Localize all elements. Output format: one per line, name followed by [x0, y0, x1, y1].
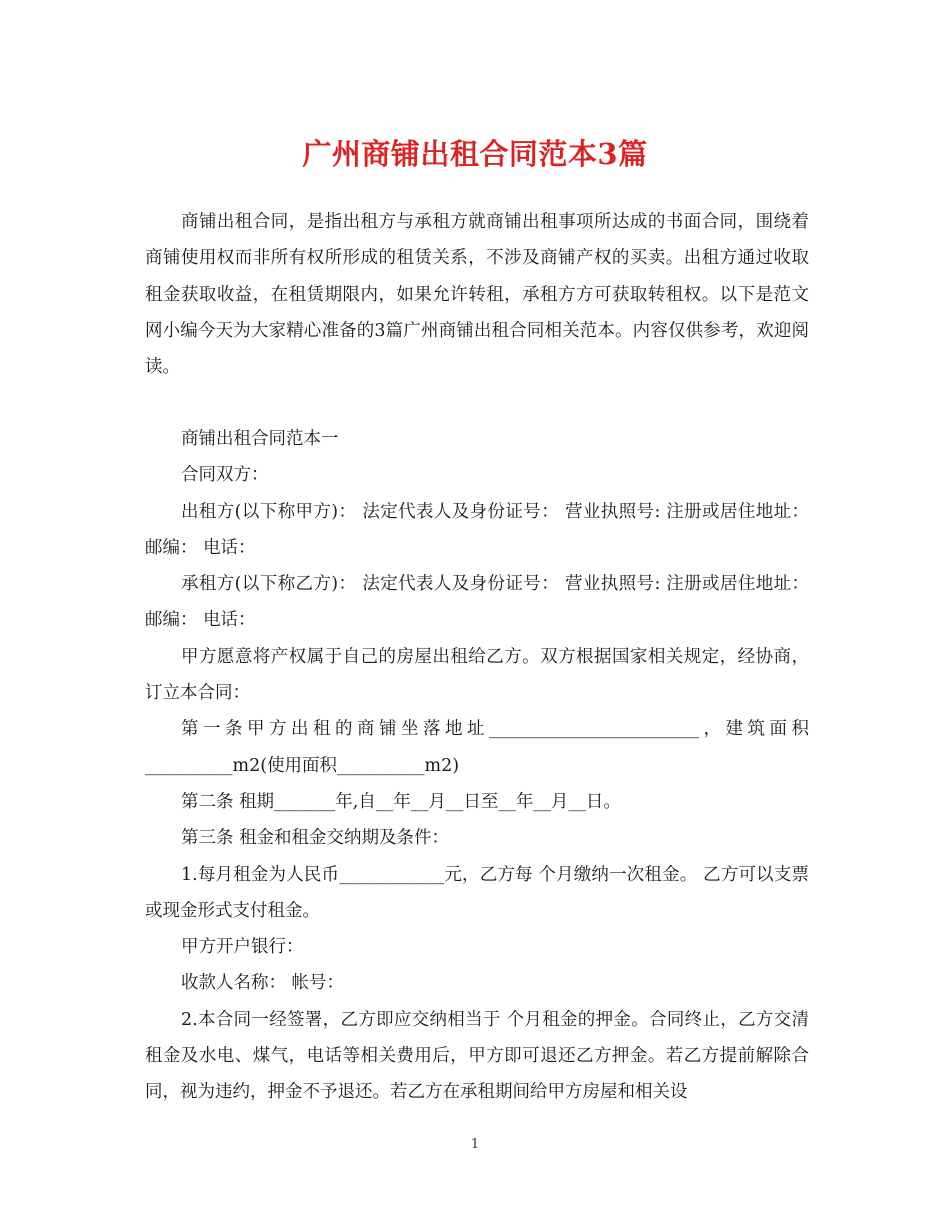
clause-2-term: 第二条 租期_______年,自__年__月__日至__年__月__日。 — [181, 791, 621, 812]
clause-3-item-2: 2.本合同一经签署，乙方即应交纳相当于 个月租金的押金。合同终止，乙方交清租金及水电、煤气，电话等相关费用后，甲方即可退还乙方押金。若乙方提前解除合同，视为违约，押金不予退还。若乙方在承租期间给甲方房屋和相关设 — [145, 1009, 809, 1103]
contract-section — [145, 421, 809, 1111]
lessor-bank: 甲方开户银行： — [181, 937, 304, 958]
intro-section — [145, 204, 809, 385]
section-heading: 商铺出租合同范本一 — [181, 429, 339, 449]
lessor-info: 出租方(以下称甲方)： 法定代表人及身份证号： 营业执照号: 注册或居住地址： 邮编： 电话： — [145, 501, 809, 558]
agreement-preamble: 甲方愿意将产权属于自己的房屋出租给乙方。双方根据国家相关规定，经协商，订立本合同： — [145, 646, 809, 704]
intro-paragraph: 商铺出租合同，是指出租方与承租方就商铺出租事项所达成的书面合同，围绕着商铺使用权而非所有权所形成的租赁关系，不涉及商铺产权的买卖。出租方通过收取租金获取收益，在租赁期限内，如果允许转租，承租方方可获取转租权。以下是范文网小编今天为大家精心准备的3篇广州商铺出租合同相关范本。内容仅供参考，欢迎阅读。 — [145, 212, 809, 378]
lessee-info: 承租方(以下称乙方)： 法定代表人及身份证号： 营业执照号: 注册或居住地址： 邮编： 电话： — [145, 574, 809, 631]
clause-1-location: 第一条甲方出租的商铺坐落地址________________________，建筑面积__________m2(使用面积__________m2) — [145, 719, 809, 776]
page-number: 1 — [470, 1137, 480, 1152]
parties-label: 合同双方： — [181, 465, 269, 486]
clause-3-item-1: 1.每月租金为人民币____________元，乙方每 个月缴纳一次租金。 乙方可以支票或现金形式支付租金。 — [145, 864, 809, 921]
payee-account: 收款人名称： 帐号： — [181, 973, 345, 994]
document-title: 广州商铺出租合同范本3篇 — [302, 137, 648, 171]
clause-3-heading: 第三条 租金和租金交纳期及条件： — [181, 828, 450, 849]
